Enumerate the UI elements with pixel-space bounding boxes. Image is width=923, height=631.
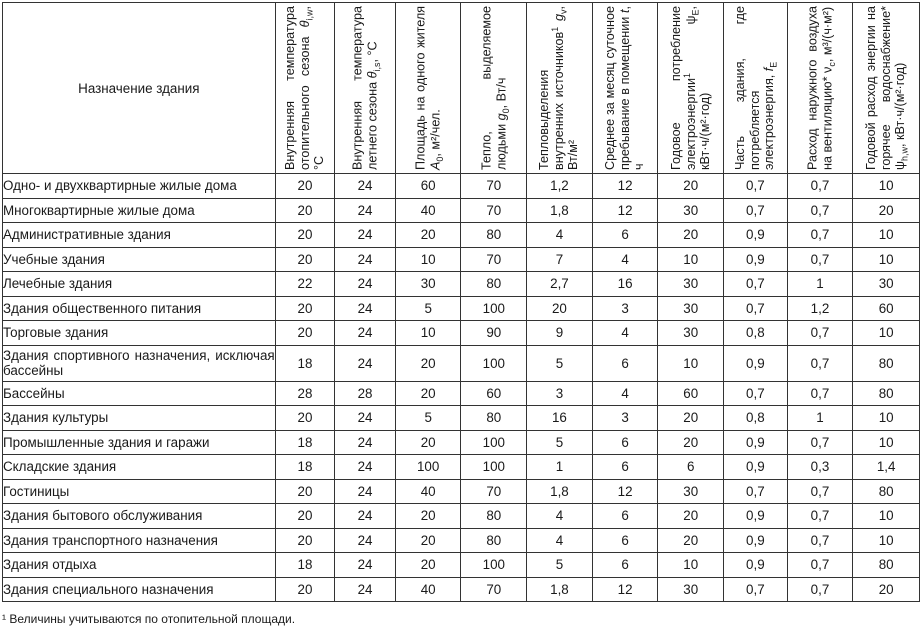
ventilation-rate-cell: 0,7 [787,345,853,381]
annual-electricity-cell: 20 [658,406,724,431]
daily-occupancy-cell: 4 [592,247,658,272]
ventilation-rate-cell: 0,7 [787,174,853,199]
summer-temp-cell: 24 [335,321,396,346]
building-name-cell: Одно- и двухквартирные жилые дома [3,174,276,199]
ventilation-rate-cell: 1 [787,406,853,431]
internal-gains-cell: 1,8 [527,479,593,504]
hot-water-energy-cell: 30 [853,272,920,297]
area-per-resident-cell: 40 [395,198,461,223]
daily-occupancy-cell: 12 [592,174,658,199]
table-row [3,504,920,529]
heat-from-people-cell: 100 [461,455,527,480]
building-name-cell: Бассейны [3,381,276,406]
electricity-fraction-cell: 0,7 [724,174,788,199]
table-row [3,577,920,602]
daily-occupancy-cell: 4 [592,321,658,346]
heat-from-people-cell: 80 [461,272,527,297]
ventilation-rate-cell: 1 [787,272,853,297]
daily-occupancy-cell: 12 [592,198,658,223]
area-per-resident-cell: 40 [395,577,461,602]
building-parameters-table [2,2,920,602]
table-header-row [3,3,920,174]
winter-temp-cell: 28 [275,381,335,406]
ventilation-rate-cell: 0,7 [787,577,853,602]
area-per-resident-cell: 20 [395,345,461,381]
winter-temp-cell: 22 [275,272,335,297]
daily-occupancy-cell: 12 [592,479,658,504]
internal-gains-cell: 1,8 [527,198,593,223]
summer-temp-cell: 24 [335,430,396,455]
hot-water-energy-cell: 10 [853,528,920,553]
header-building-purpose: Назначение здания [3,3,276,174]
electricity-fraction-cell: 0,9 [724,223,788,248]
internal-gains-cell: 1,8 [527,577,593,602]
area-per-resident-cell: 10 [395,321,461,346]
daily-occupancy-cell: 6 [592,345,658,381]
ventilation-rate-cell: 0,7 [787,553,853,578]
table-row [3,345,920,381]
daily-occupancy-cell: 4 [592,381,658,406]
daily-occupancy-cell: 6 [592,504,658,529]
annual-electricity-cell: 30 [658,198,724,223]
table-row [3,174,920,199]
header-electricity-fraction: Часть здания, где потребляется электроэнергия, $f_E$ [724,3,788,174]
building-name-cell: Промышленные здания и гаражи [3,430,276,455]
building-name-cell: Лечебные здания [3,272,276,297]
electricity-fraction-cell: 0,9 [724,247,788,272]
header-annual-electricity: Годовое потребление электроэнергии$^1$ $\psi_E$, кВт·ч/(м²·год) [658,3,724,174]
internal-gains-cell: 3 [527,381,593,406]
hot-water-energy-cell: 10 [853,504,920,529]
annual-electricity-cell: 10 [658,553,724,578]
electricity-fraction-cell: 0,7 [724,296,788,321]
electricity-fraction-cell: 0,9 [724,553,788,578]
hot-water-energy-cell: 10 [853,223,920,248]
winter-temp-cell: 20 [275,528,335,553]
hot-water-energy-cell: 10 [853,430,920,455]
heat-from-people-cell: 70 [461,479,527,504]
summer-temp-cell: 24 [335,198,396,223]
winter-temp-cell: 20 [275,247,335,272]
header-hot-water-energy: Годовой расход энергии на горячее водоснабжение* $\psi_{h,w}$, кВт·ч/(м²·год) [853,3,920,174]
building-name-cell: Учебные здания [3,247,276,272]
summer-temp-cell: 24 [335,528,396,553]
area-per-resident-cell: 20 [395,528,461,553]
summer-temp-cell: 28 [335,381,396,406]
electricity-fraction-cell: 0,8 [724,406,788,431]
hot-water-energy-cell: 10 [853,321,920,346]
annual-electricity-cell: 10 [658,247,724,272]
electricity-fraction-cell: 0,8 [724,321,788,346]
hot-water-energy-cell: 80 [853,479,920,504]
summer-temp-cell: 24 [335,553,396,578]
hot-water-energy-cell: 60 [853,296,920,321]
heat-from-people-cell: 80 [461,504,527,529]
annual-electricity-cell: 30 [658,296,724,321]
building-name-cell: Здания бытового обслуживания [3,504,276,529]
electricity-fraction-cell: 0,9 [724,504,788,529]
internal-gains-cell: 9 [527,321,593,346]
area-per-resident-cell: 60 [395,174,461,199]
table-row [3,223,920,248]
building-name-cell: Здания специального назначения [3,577,276,602]
electricity-fraction-cell: 0,7 [724,198,788,223]
electricity-fraction-cell: 0,9 [724,528,788,553]
header-daily-occupancy: Среднее за месяц суточное пребывание в помещении t, ч [592,3,658,174]
ventilation-rate-cell: 0,7 [787,321,853,346]
header-internal-heat-gains: Тепловыделения внутренних источников$^1$ $g_v$, Вт/м² [527,3,593,174]
heat-from-people-cell: 100 [461,345,527,381]
internal-gains-cell: 4 [527,528,593,553]
ventilation-rate-cell: 0,3 [787,455,853,480]
heat-from-people-cell: 60 [461,381,527,406]
winter-temp-cell: 20 [275,504,335,529]
winter-temp-cell: 20 [275,198,335,223]
summer-temp-cell: 24 [335,406,396,431]
hot-water-energy-cell: 10 [853,406,920,431]
annual-electricity-cell: 6 [658,455,724,480]
electricity-fraction-cell: 0,9 [724,455,788,480]
ventilation-rate-cell: 0,7 [787,430,853,455]
building-name-cell: Здания общественного питания [3,296,276,321]
table-row [3,247,920,272]
internal-gains-cell: 5 [527,430,593,455]
summer-temp-cell: 24 [335,345,396,381]
daily-occupancy-cell: 16 [592,272,658,297]
daily-occupancy-cell: 6 [592,430,658,455]
electricity-fraction-cell: 0,7 [724,381,788,406]
header-heat-from-people: Тепло, выделяемое людьми $g_0$, Вт/ч [461,3,527,174]
building-name-cell: Здания культуры [3,406,276,431]
area-per-resident-cell: 10 [395,247,461,272]
internal-gains-cell: 1 [527,455,593,480]
annual-electricity-cell: 20 [658,223,724,248]
table-row [3,198,920,223]
annual-electricity-cell: 20 [658,174,724,199]
summer-temp-cell: 24 [335,479,396,504]
internal-gains-cell: 7 [527,247,593,272]
header-summer-temperature: Внутренняя температура летнего сезона $\theta_{i,s}$, °C [335,3,396,174]
heat-from-people-cell: 80 [461,223,527,248]
table-row [3,479,920,504]
internal-gains-cell: 4 [527,223,593,248]
summer-temp-cell: 24 [335,174,396,199]
footnote: ¹ Величины учитываются по отопительной площади. [2,612,296,626]
annual-electricity-cell: 20 [658,430,724,455]
area-per-resident-cell: 20 [395,381,461,406]
header-area-per-resident: Площадь на одного жителя $A_0$, м²/чел. [395,3,461,174]
summer-temp-cell: 24 [335,577,396,602]
hot-water-energy-cell: 1,4 [853,455,920,480]
ventilation-rate-cell: 1,2 [787,296,853,321]
heat-from-people-cell: 80 [461,528,527,553]
area-per-resident-cell: 20 [395,553,461,578]
ventilation-rate-cell: 0,7 [787,223,853,248]
annual-electricity-cell: 60 [658,381,724,406]
hot-water-energy-cell: 80 [853,553,920,578]
table-row [3,528,920,553]
daily-occupancy-cell: 6 [592,223,658,248]
ventilation-rate-cell: 0,7 [787,479,853,504]
building-name-cell: Административные здания [3,223,276,248]
winter-temp-cell: 20 [275,223,335,248]
annual-electricity-cell: 30 [658,479,724,504]
building-name-cell: Здания отдыха [3,553,276,578]
internal-gains-cell: 2,7 [527,272,593,297]
heat-from-people-cell: 90 [461,321,527,346]
winter-temp-cell: 18 [275,455,335,480]
header-ventilation-rate: Расход наружного воздуха на вентиляцию* $\nu_c$, м³/(ч·м²) [787,3,853,174]
hot-water-energy-cell: 80 [853,345,920,381]
area-per-resident-cell: 20 [395,430,461,455]
building-name-cell: Гостиницы [3,479,276,504]
internal-gains-cell: 16 [527,406,593,431]
winter-temp-cell: 20 [275,479,335,504]
hot-water-energy-cell: 10 [853,247,920,272]
heat-from-people-cell: 100 [461,296,527,321]
winter-temp-cell: 18 [275,345,335,381]
internal-gains-cell: 4 [527,504,593,529]
summer-temp-cell: 24 [335,455,396,480]
annual-electricity-cell: 30 [658,272,724,297]
table-row [3,406,920,431]
hot-water-energy-cell: 10 [853,174,920,199]
internal-gains-cell: 1,2 [527,174,593,199]
ventilation-rate-cell: 0,7 [787,381,853,406]
building-name-cell: Здания транспортного назначения [3,528,276,553]
daily-occupancy-cell: 6 [592,528,658,553]
internal-gains-cell: 5 [527,345,593,381]
annual-electricity-cell: 20 [658,528,724,553]
electricity-fraction-cell: 0,7 [724,479,788,504]
heat-from-people-cell: 100 [461,430,527,455]
area-per-resident-cell: 30 [395,272,461,297]
heat-from-people-cell: 80 [461,406,527,431]
header-winter-temperature: Внутренняя температура отопительного сезона $\theta_{i,w}$, °C [275,3,335,174]
electricity-fraction-cell: 0,9 [724,345,788,381]
area-per-resident-cell: 5 [395,296,461,321]
summer-temp-cell: 24 [335,272,396,297]
winter-temp-cell: 20 [275,174,335,199]
building-name-cell: Торговые здания [3,321,276,346]
internal-gains-cell: 5 [527,553,593,578]
heat-from-people-cell: 70 [461,198,527,223]
area-per-resident-cell: 100 [395,455,461,480]
table-row [3,321,920,346]
annual-electricity-cell: 30 [658,321,724,346]
table-row [3,296,920,321]
building-name-cell: Здания спортивного назначения, исключая бассейны [3,345,276,381]
winter-temp-cell: 20 [275,296,335,321]
ventilation-rate-cell: 0,7 [787,198,853,223]
area-per-resident-cell: 20 [395,223,461,248]
daily-occupancy-cell: 3 [592,296,658,321]
electricity-fraction-cell: 0,9 [724,430,788,455]
area-per-resident-cell: 5 [395,406,461,431]
heat-from-people-cell: 70 [461,247,527,272]
area-per-resident-cell: 40 [395,479,461,504]
building-name-cell: Многоквартирные жилые дома [3,198,276,223]
electricity-fraction-cell: 0,7 [724,272,788,297]
ventilation-rate-cell: 0,7 [787,504,853,529]
heat-from-people-cell: 70 [461,577,527,602]
daily-occupancy-cell: 6 [592,455,658,480]
daily-occupancy-cell: 12 [592,577,658,602]
internal-gains-cell: 20 [527,296,593,321]
area-per-resident-cell: 20 [395,504,461,529]
ventilation-rate-cell: 0,7 [787,247,853,272]
heat-from-people-cell: 100 [461,553,527,578]
hot-water-energy-cell: 20 [853,198,920,223]
daily-occupancy-cell: 6 [592,553,658,578]
hot-water-energy-cell: 20 [853,577,920,602]
heat-from-people-cell: 70 [461,174,527,199]
hot-water-energy-cell: 80 [853,381,920,406]
winter-temp-cell: 20 [275,406,335,431]
table-row [3,272,920,297]
table-row [3,430,920,455]
winter-temp-cell: 18 [275,430,335,455]
winter-temp-cell: 18 [275,553,335,578]
table-row [3,553,920,578]
summer-temp-cell: 24 [335,247,396,272]
annual-electricity-cell: 30 [658,577,724,602]
summer-temp-cell: 24 [335,296,396,321]
annual-electricity-cell: 10 [658,345,724,381]
daily-occupancy-cell: 3 [592,406,658,431]
ventilation-rate-cell: 0,7 [787,528,853,553]
winter-temp-cell: 20 [275,577,335,602]
summer-temp-cell: 24 [335,223,396,248]
winter-temp-cell: 20 [275,321,335,346]
summer-temp-cell: 24 [335,504,396,529]
building-name-cell: Складские здания [3,455,276,480]
table-row [3,381,920,406]
table-row [3,455,920,480]
electricity-fraction-cell: 0,7 [724,577,788,602]
annual-electricity-cell: 20 [658,504,724,529]
